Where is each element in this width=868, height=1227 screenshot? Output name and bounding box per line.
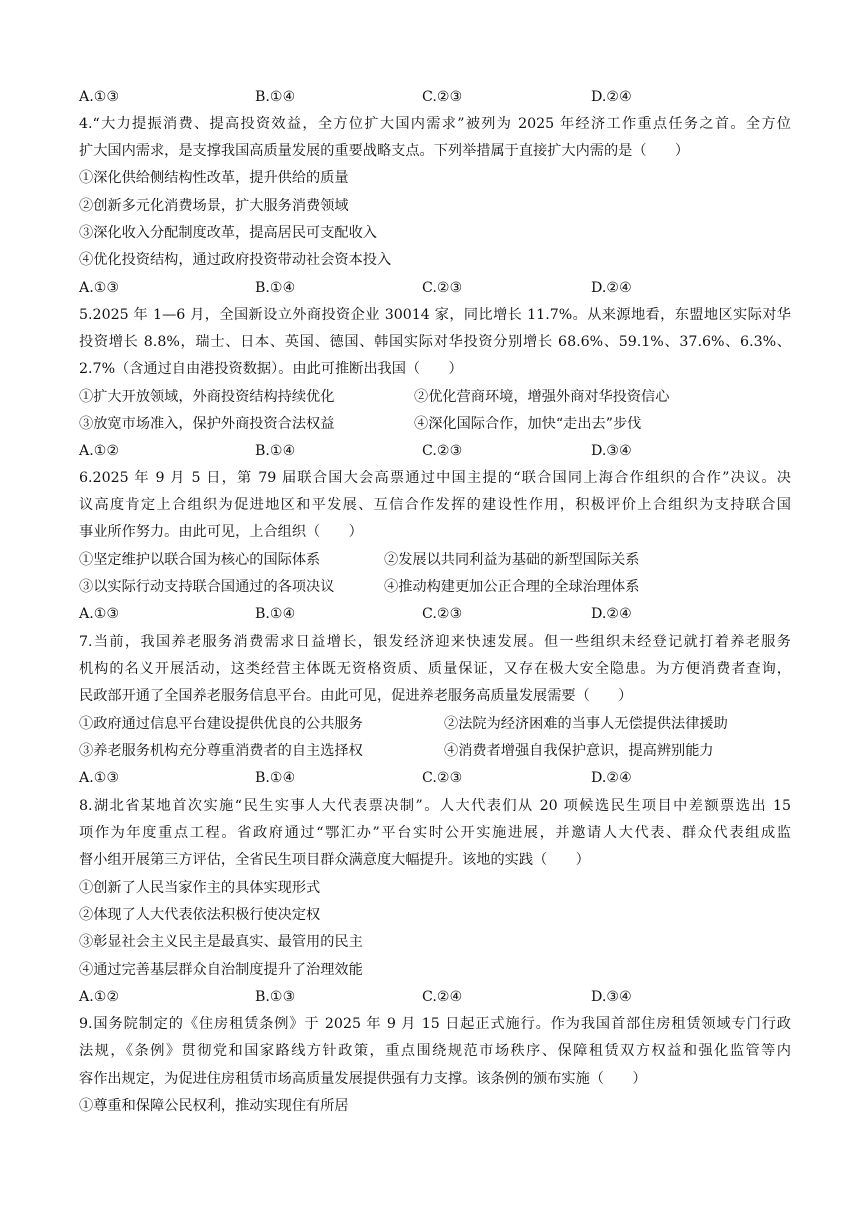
q4-item-4: ④优化投资结构，通过政府投资带动社会资本投入 [79, 252, 392, 268]
q7-item-2: ②法院为经济困难的当事人无偿提供法律援助 [444, 716, 728, 732]
q3-option-d[interactable]: D.②④ [591, 89, 632, 105]
q5-option-b[interactable]: B.①④ [255, 443, 296, 459]
q8-option-d[interactable]: D.③④ [591, 989, 632, 1005]
q6-stem-line-2: 议高度肯定上合组织为促进地区和平发展、互信合作发挥的建设性作用，积极评价上合组织为支持联合国 [79, 497, 791, 513]
q7-stem-line-2: 机构的名义开展活动，这类经营主体既无资格资质、质量保证，又存在极大安全隐患。为方便消费者查询， [79, 661, 791, 677]
q4-stem-line-1: 4.“大力提振消费、提高投资效益，全方位扩大国内需求”被列为 2025 年经济工作重点任务之首。全方位 [79, 116, 791, 132]
q8-stem-line-2: 项作为年度重点工程。省政府通过“鄂汇办”平台实时公开实施进展，并邀请人大代表、群众代表组成监 [79, 825, 791, 841]
q8-option-b[interactable]: B.①③ [255, 989, 296, 1005]
q8-option-a[interactable]: A.①② [79, 989, 120, 1005]
q9-item-1: ①尊重和保障公民权利，推动实现住有所居 [79, 1098, 349, 1114]
q3-option-c[interactable]: C.②③ [422, 89, 463, 105]
q7-option-c[interactable]: C.②③ [422, 770, 463, 786]
q4-option-a[interactable]: A.①③ [79, 280, 120, 296]
q7-stem-line-3: 民政部开通了全国养老服务信息平台。由此可见，促进养老服务高质量发展需要（ ） [79, 688, 633, 704]
q5-stem-line-2: 投资增长 8.8%，瑞士、日本、英国、德国、韩国实际对华投资分别增长 68.6%、59.1%、37.6%、6.3%、 [79, 334, 791, 350]
q5-item-3: ③放宽市场准入，保护外商投资合法权益 [79, 416, 335, 432]
q6-option-b[interactable]: B.①④ [255, 606, 296, 622]
q8-item-4: ④通过完善基层群众自治制度提升了治理效能 [79, 962, 363, 978]
q3-option-a[interactable]: A.①③ [79, 89, 120, 105]
q7-item-3: ③养老服务机构充分尊重消费者的自主选择权 [79, 743, 363, 759]
q6-item-2: ②发展以共同利益为基础的新型国际关系 [384, 552, 640, 568]
q8-item-1: ①创新了人民当家作主的具体实现形式 [79, 880, 321, 896]
q4-stem-line-2: 扩大国内需求，是支撑我国高质量发展的重要战略支点。下列举措属于直接扩大内需的是（ ） [79, 143, 690, 159]
q6-option-d[interactable]: D.②④ [591, 606, 632, 622]
q5-item-1: ①扩大开放领域，外商投资结构持续优化 [79, 389, 335, 405]
q4-item-3: ③深化收入分配制度改革，提高居民可支配收入 [79, 225, 377, 241]
q7-option-a[interactable]: A.①③ [79, 770, 120, 786]
q5-stem-line-3: 2.7%（含通过自由港投资数据）。由此可推断出我国（ ） [79, 361, 463, 377]
q6-option-c[interactable]: C.②③ [422, 606, 463, 622]
q6-stem-line-1: 6.2025 年 9 月 5 日，第 79 届联合国大会高票通过中国主提的“联合国同上海合作组织的合作”决议。决 [79, 470, 791, 486]
q6-item-1: ①坚定维护以联合国为核心的国际体系 [79, 552, 321, 568]
q8-stem-line-3: 督小组开展第三方评估，全省民生项目群众满意度大幅提升。该地的实践（ ） [79, 852, 590, 868]
q4-item-2: ②创新多元化消费场景，扩大服务消费领域 [79, 198, 349, 214]
q8-item-3: ③彰显社会主义民主是最真实、最管用的民主 [79, 934, 363, 950]
q5-item-4: ④深化国际合作，加快“走出去”步伐 [414, 416, 642, 432]
q6-item-4: ④推动构建更加公正合理的全球治理体系 [384, 579, 640, 595]
q4-option-c[interactable]: C.②③ [422, 280, 463, 296]
q4-option-d[interactable]: D.②④ [591, 280, 632, 296]
q3-option-b[interactable]: B.①④ [255, 89, 296, 105]
q7-stem-line-1: 7.当前，我国养老服务消费需求日益增长，银发经济迎来快速发展。但一些组织未经登记就打着养老服务 [79, 634, 791, 650]
q7-item-1: ①政府通过信息平台建设提供优良的公共服务 [79, 716, 363, 732]
q6-item-3: ③以实际行动支持联合国通过的各项决议 [79, 579, 335, 595]
q4-item-1: ①深化供给侧结构性改革，提升供给的质量 [79, 170, 349, 186]
q5-option-c[interactable]: C.②③ [422, 443, 463, 459]
q5-option-a[interactable]: A.①② [79, 443, 120, 459]
q8-stem-line-1: 8.湖北省某地首次实施“民生实事人大代表票决制”。人大代表们从 20 项候选民生项目中差额票选出 15 [79, 798, 791, 814]
q5-item-2: ②优化营商环境，增强外商对华投资信心 [414, 389, 670, 405]
q7-option-b[interactable]: B.①④ [255, 770, 296, 786]
q8-item-2: ②体现了人大代表依法积极行使决定权 [79, 907, 321, 923]
q7-item-4: ④消费者增强自我保护意识，提高辨别能力 [444, 743, 714, 759]
q8-option-c[interactable]: C.②④ [422, 989, 463, 1005]
q5-option-d[interactable]: D.③④ [591, 443, 632, 459]
q4-option-b[interactable]: B.①④ [255, 280, 296, 296]
q7-option-d[interactable]: D.②④ [591, 770, 632, 786]
q9-stem-line-3: 容作出规定，为促进住房租赁市场高质量发展提供强有力支撑。该条例的颁布实施（ ） [79, 1071, 647, 1087]
q9-stem-line-2: 法规，《条例》贯彻党和国家路线方针政策，重点围绕规范市场秩序、保障租赁双方权益和强化监管等内 [79, 1043, 791, 1059]
q9-stem-line-1: 9.国务院制定的《住房租赁条例》于 2025 年 9 月 15 日起正式施行。作为我国首部住房租赁领域专门行政 [79, 1016, 791, 1032]
q6-stem-line-3: 事业所作努力。由此可见，上合组织（ ） [79, 524, 363, 540]
q5-stem-line-1: 5.2025 年 1—6 月，全国新设立外商投资企业 30014 家，同比增长 11.7%。从来源地看，东盟地区实际对华 [79, 307, 791, 323]
q6-option-a[interactable]: A.①③ [79, 606, 120, 622]
